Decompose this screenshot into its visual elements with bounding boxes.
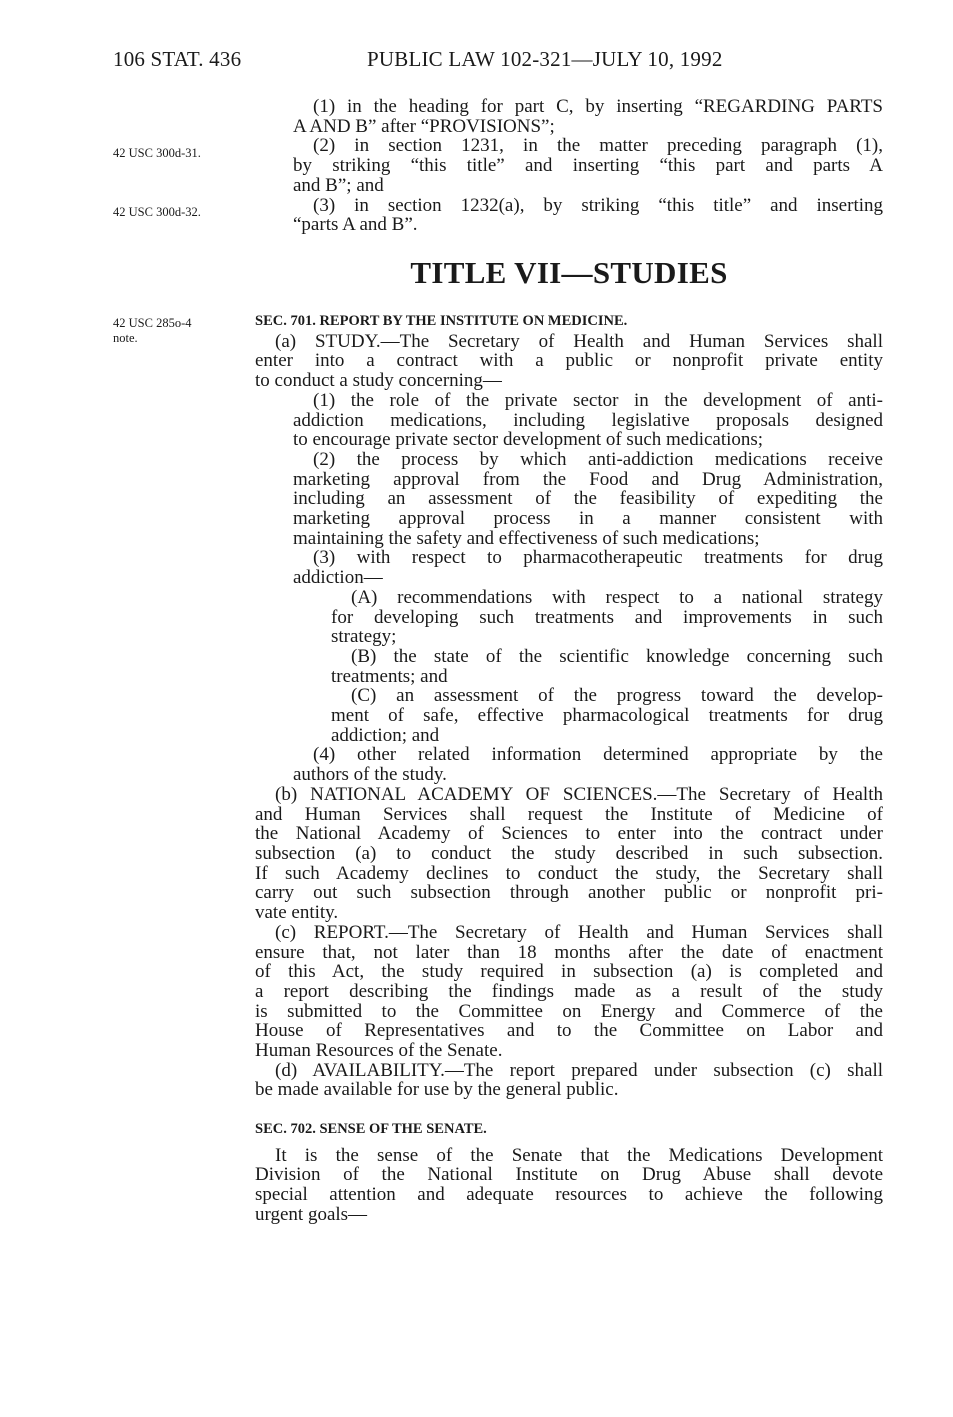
text-line: addiction medications, including legislative proposals designed xyxy=(293,409,883,431)
text-line xyxy=(255,785,883,805)
text-line: (3) with respect to pharmacotherapeutic treatments for drug xyxy=(313,547,883,569)
page-citation: 106 STAT. 436 xyxy=(113,47,242,71)
subsection-label: (b) NATIONAL ACADEMY OF SCIENCES. xyxy=(275,783,658,805)
section-702 xyxy=(255,1120,883,1225)
text-line: a report describing the findings made as a result of the study xyxy=(255,980,883,1002)
section-heading: SEC. 701. REPORT BY THE INSTITUTE ON MEDICINE. xyxy=(255,313,628,329)
text-line: to conduct a study concerning— xyxy=(255,370,502,392)
text-span: —The Secretary of Health and Human Services shall xyxy=(388,921,883,943)
text-line: (1) the role of the private sector in the development of anti- xyxy=(313,389,883,411)
text-line: is submitted to the Committee on Energy and Commerce of the xyxy=(255,1000,883,1022)
text-line: authors of the study. xyxy=(293,764,447,786)
text-line: “parts A and B”. xyxy=(293,214,418,236)
text-line: Human Resources of the Senate. xyxy=(255,1040,503,1062)
text-line xyxy=(255,1061,883,1081)
text-line: treatments; and xyxy=(331,665,448,687)
text-line: marketing approval from the Food and Drug Administration, xyxy=(293,468,883,490)
text-span: —The Secretary of Health and Human Services shall xyxy=(380,330,883,352)
text-line: (4) other related information determined appropriate by the xyxy=(313,744,883,766)
section-701 xyxy=(255,312,883,1100)
text-line: subsection (a) to conduct the study described in such subsection. xyxy=(255,842,883,864)
subsection-label: (d) AVAILABILITY. xyxy=(275,1059,445,1081)
title-heading: TITLE VII—STUDIES xyxy=(410,255,728,290)
text-line: be made available for use by the general public. xyxy=(255,1079,619,1101)
text-line: (3) in section 1232(a), by striking “this title” and inserting xyxy=(313,194,883,216)
text-span: —The report prepared under subsection (c) shall xyxy=(444,1059,883,1081)
running-header: PUBLIC LAW 102-321—JULY 10, 1992 xyxy=(367,47,723,71)
text-span: —The Secretary of Health xyxy=(657,783,883,805)
text-line: ensure that, not later than 18 months after the date of enactment xyxy=(255,941,883,963)
text-line: marketing approval process in a manner consistent with xyxy=(293,508,883,530)
text-line: vate entity. xyxy=(255,902,339,924)
margin-note-usc-285o-4 xyxy=(113,316,243,346)
text-line: special attention and adequate resources to achieve the following xyxy=(255,1184,883,1206)
section-heading: SEC. 702. SENSE OF THE SENATE. xyxy=(255,1121,487,1137)
text-line: (2) the process by which anti-addiction medications receive xyxy=(313,448,883,470)
text-line: ment of safe, effective pharmacological treatments for drug xyxy=(331,705,883,727)
text-line: of this Act, the study required in subsection (a) is completed and xyxy=(255,961,883,983)
text-line: addiction— xyxy=(293,567,383,589)
text-line: (A) recommendations with respect to a national strategy xyxy=(351,586,883,608)
text-line: the National Academy of Sciences to enter into the contract under xyxy=(255,823,883,845)
text-line: addiction; and xyxy=(331,724,440,746)
text-line xyxy=(255,923,883,943)
text-line: (1) in the heading for part C, by inserting “REGARDING PARTS xyxy=(313,96,883,117)
subsection-label: (c) REPORT. xyxy=(275,921,389,943)
text-line: strategy; xyxy=(331,626,397,648)
text-line: enter into a contract with a public or nonprofit private entity xyxy=(255,350,883,372)
text-line: (B) the state of the scientific knowledge concerning such xyxy=(351,645,883,667)
text-line: including an assessment of the feasibility of expediting the xyxy=(293,488,883,510)
margin-note-line: 42 USC 285o-4 xyxy=(113,316,192,330)
text-line: Division of the National Institute on Drug Abuse shall devote xyxy=(255,1164,883,1186)
text-line: (C) an assessment of the progress toward the develop- xyxy=(351,685,883,707)
text-line: If such Academy declines to conduct the study, the Secretary shall xyxy=(255,862,883,884)
text-line: A AND B” after “PROVISIONS”; xyxy=(293,115,555,137)
text-line: (2) in section 1231, in the matter preceding paragraph (1), xyxy=(313,135,883,157)
text-line: for developing such treatments and improvements in such xyxy=(331,606,883,628)
text-line: by striking “this title” and inserting “this part and parts A xyxy=(293,155,883,177)
text-line xyxy=(255,332,883,352)
text-line: and B”; and xyxy=(293,174,384,196)
text-line: urgent goals— xyxy=(255,1203,368,1225)
margin-note-line: note. xyxy=(113,331,138,345)
text-line: carry out such subsection through another public or nonprofit pri- xyxy=(255,882,883,904)
text-line: to encourage private sector development of such medications; xyxy=(293,429,764,451)
subsection-label: (a) STUDY. xyxy=(275,330,381,352)
margin-note-usc-300d-31: 42 USC 300d-31. xyxy=(113,146,201,160)
margin-note-usc-300d-32: 42 USC 300d-32. xyxy=(113,205,201,219)
text-line: and Human Services shall request the Institute of Medicine of xyxy=(255,803,883,825)
amendment-block xyxy=(255,97,883,235)
text-line: House of Representatives and to the Committee on Labor and xyxy=(255,1020,883,1042)
text-line: It is the sense of the Senate that the Medications Development xyxy=(275,1144,883,1166)
text-line: maintaining the safety and effectiveness of such medications; xyxy=(293,527,760,549)
